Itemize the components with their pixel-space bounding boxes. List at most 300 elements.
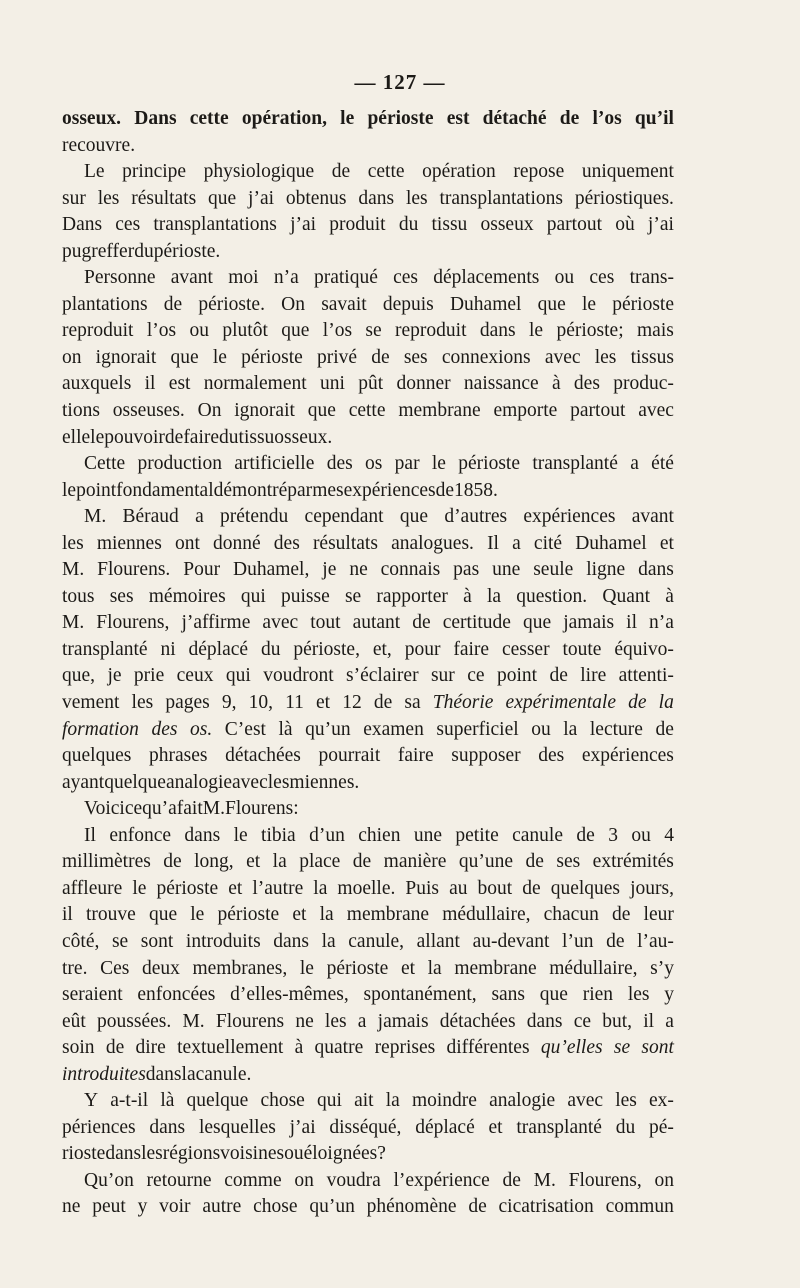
word: et [488, 1116, 503, 1138]
word: n’a [649, 612, 674, 634]
text-line [62, 398, 674, 425]
word: place [299, 851, 341, 873]
word: jamais [377, 1010, 429, 1032]
word: commun [605, 1196, 674, 1218]
word: Théorie [432, 692, 494, 714]
word: ces [115, 214, 141, 236]
word: membrane [398, 400, 481, 422]
word: canule, [348, 930, 405, 952]
word: ne [62, 1196, 81, 1218]
text-line [62, 929, 674, 956]
word: et [400, 957, 416, 979]
word: enfoncées [137, 984, 216, 1006]
word: périoste [156, 877, 219, 899]
text-line [62, 106, 674, 133]
word: périoste, [293, 638, 360, 660]
word: le [62, 479, 77, 501]
word: dans [273, 930, 310, 952]
word: dans [358, 187, 395, 209]
word: et [246, 851, 261, 873]
word: ou [531, 718, 551, 740]
word: introduites [62, 1063, 146, 1085]
word: a [512, 532, 521, 554]
word: cette [348, 400, 386, 422]
word: opération, [241, 108, 327, 129]
word: voir [159, 1196, 191, 1218]
word: de [435, 479, 455, 501]
word: périoste [367, 108, 434, 129]
word: il [626, 612, 637, 634]
word: chose [253, 1196, 298, 1218]
text-line [62, 849, 674, 876]
word: les [62, 532, 84, 554]
word: périoste [612, 293, 674, 315]
word: les [594, 346, 617, 368]
word: périoste. [153, 240, 221, 262]
word: détaché [482, 108, 547, 129]
word: là [278, 718, 293, 740]
word: peut [92, 1196, 126, 1218]
word: quelque [104, 771, 166, 793]
word: 11 [285, 692, 304, 714]
word: ou [284, 1143, 304, 1165]
word: donner [396, 373, 451, 395]
word: Dans [62, 214, 103, 236]
word: M. [62, 612, 85, 634]
word: canule. [195, 1063, 252, 1085]
text-line [62, 239, 674, 266]
word: pût [358, 373, 384, 395]
word: seraient [62, 984, 123, 1006]
word: expériences [581, 745, 674, 767]
word: médullaire, [442, 904, 531, 926]
word: médullaire, [549, 957, 638, 979]
word: d’un [309, 824, 345, 846]
word: périoste; [556, 320, 624, 342]
word: tissu [431, 214, 468, 236]
word: chien [358, 824, 401, 846]
text-line [62, 345, 674, 372]
word: que [208, 187, 237, 209]
word: de [373, 692, 393, 714]
word: de [105, 1037, 125, 1059]
word: est [446, 108, 470, 129]
word: Y [84, 1090, 99, 1112]
word: que [539, 984, 568, 1006]
word: mais [637, 320, 674, 342]
word: savait [321, 293, 367, 315]
word: quelque [186, 1090, 249, 1112]
word: avec [232, 771, 268, 793]
word: ou [554, 267, 575, 289]
word: pouvoir [104, 426, 165, 448]
word: la [563, 718, 578, 740]
word: on [294, 1169, 314, 1191]
word: où [615, 214, 635, 236]
word: qu’il [634, 108, 674, 129]
word: les [405, 187, 428, 209]
text-line [62, 902, 674, 929]
text-line [62, 1141, 674, 1168]
word: les [131, 692, 154, 714]
word: tous [62, 585, 95, 607]
word: avec [638, 400, 674, 422]
text-line [62, 956, 674, 983]
word: but, [602, 1010, 633, 1032]
word: enfonce [109, 824, 172, 846]
word: os. [190, 718, 213, 740]
word: pourrait [318, 745, 381, 767]
word: se [613, 1037, 631, 1059]
word: rapporter [376, 585, 448, 607]
text-line [62, 1194, 674, 1221]
word: la [486, 585, 502, 607]
text-line [62, 1115, 674, 1142]
word: Pour [183, 559, 221, 581]
word: dans [105, 1143, 142, 1165]
word: détachées [439, 1010, 516, 1032]
word: 12 [342, 692, 362, 714]
word: Il [84, 824, 96, 846]
word: déplacements [433, 267, 540, 289]
word: fait [176, 798, 203, 820]
word: cette [367, 161, 405, 183]
word: reprises [374, 1037, 436, 1059]
word: de [522, 877, 541, 899]
word: trans- [629, 267, 674, 289]
word: 3 [608, 824, 618, 846]
text-line [62, 531, 674, 558]
word: et [292, 904, 307, 926]
word: membrane [346, 904, 430, 926]
word: se [365, 320, 382, 342]
word: périoste [458, 453, 521, 475]
word: chacun [543, 904, 599, 926]
word: à [551, 373, 561, 395]
word: du [134, 240, 154, 262]
word: le [581, 293, 597, 315]
word: au [449, 877, 468, 899]
word: ni [160, 638, 176, 660]
word: les [267, 771, 290, 793]
word: se [344, 585, 362, 607]
word: soin [62, 1037, 95, 1059]
word: cependant [304, 506, 384, 528]
word: manière [383, 851, 447, 873]
word: de [163, 851, 182, 873]
word: de [576, 824, 595, 846]
word: voisines [220, 1143, 285, 1165]
word: de [468, 1196, 487, 1218]
word: de [164, 426, 184, 448]
word: produc- [613, 373, 674, 395]
word: C’est [224, 718, 266, 740]
word: la [181, 1063, 196, 1085]
page-number: — 127 — [354, 70, 446, 94]
word: du [219, 426, 239, 448]
word: quelques [62, 745, 132, 767]
word: démontré [213, 479, 288, 501]
word: affleure [62, 877, 123, 899]
text-line [62, 557, 674, 584]
word: il [144, 373, 156, 395]
word: 4 [664, 824, 674, 846]
word: depuis [382, 293, 434, 315]
word: ait [354, 1090, 374, 1112]
word: l’expérience [393, 1169, 490, 1191]
word: sur [430, 665, 455, 687]
text-line [62, 451, 674, 478]
word: du [615, 1116, 636, 1138]
word: greffer [81, 240, 135, 262]
text-line [62, 690, 674, 717]
word: seule [533, 559, 574, 581]
word: M. [62, 559, 85, 581]
word: Cette [84, 453, 126, 475]
word: l’os [322, 320, 353, 342]
word: moi [228, 267, 259, 289]
word: osseuses. [112, 400, 185, 422]
word: dire [135, 1037, 166, 1059]
word: mémoires [148, 585, 226, 607]
word: tions [62, 400, 100, 422]
word: j’ai [647, 214, 674, 236]
word: a [630, 453, 639, 475]
word: expérimentale [505, 692, 616, 714]
word: sur [62, 187, 86, 209]
word: uniquement [581, 161, 674, 183]
word: Flourens, [96, 612, 170, 634]
word: supposer [451, 745, 521, 767]
word: M. [533, 1169, 556, 1191]
word: Béraud [122, 506, 179, 528]
text-line [62, 504, 674, 531]
word: des [151, 718, 178, 740]
word: plantations [62, 293, 148, 315]
word: le [233, 824, 248, 846]
word: éloignées [303, 1143, 378, 1165]
word: leur [643, 904, 674, 926]
word: ayant [62, 771, 105, 793]
word: dans [145, 1063, 182, 1085]
word: qu’un [305, 718, 351, 740]
word: transplanté [62, 638, 148, 660]
word: la [272, 851, 287, 873]
word: M. [84, 506, 107, 528]
word: de [611, 904, 631, 926]
word: phrases [148, 745, 208, 767]
word: des [573, 373, 600, 395]
word: côté, [62, 930, 100, 952]
word: produit [329, 214, 386, 236]
word: résultats [312, 532, 378, 554]
word: qui [240, 585, 266, 607]
word: l’un [562, 930, 594, 952]
text-line [62, 743, 674, 770]
word: résultats [131, 187, 197, 209]
word: prétendu [220, 506, 289, 528]
word: Duhamel, [233, 559, 310, 581]
word: attenti- [618, 665, 674, 687]
word: ce [573, 1010, 592, 1032]
word: moelle. [337, 877, 396, 899]
word: Flourens. [97, 559, 171, 581]
word: normalement [203, 373, 307, 395]
word: certitude [442, 612, 511, 634]
word: périoste [241, 346, 303, 368]
word: le [431, 453, 446, 475]
word: tre. [62, 957, 88, 979]
word: tissus [630, 346, 674, 368]
word: la [313, 877, 328, 899]
word: ses [109, 585, 134, 607]
word: là [160, 1090, 175, 1112]
word: sans [491, 984, 526, 1006]
text-line [62, 610, 674, 637]
word: je [107, 665, 122, 687]
word: artificielle [234, 453, 315, 475]
word: périoste [326, 957, 389, 979]
word: expériences [523, 506, 616, 528]
word: allant [416, 930, 460, 952]
word: pages [165, 692, 210, 714]
word: le [340, 108, 355, 129]
word: moindre [411, 1090, 477, 1112]
word: Personne [84, 267, 156, 289]
word: je [322, 559, 337, 581]
word: la [427, 957, 442, 979]
text-line [62, 796, 674, 823]
word: la [319, 904, 334, 926]
word: les [324, 1010, 347, 1032]
word: des [538, 745, 565, 767]
word: miennes [96, 532, 162, 554]
word: comme [224, 1169, 282, 1191]
word: elle [62, 426, 91, 448]
word: autant [352, 612, 401, 634]
word: il [643, 1010, 655, 1032]
word: ligne [586, 559, 626, 581]
word: par [287, 479, 313, 501]
word: ont [174, 532, 200, 554]
word: osseux [480, 214, 534, 236]
word: bout [477, 877, 513, 899]
word: On [281, 293, 305, 315]
word: voudront [263, 665, 334, 687]
word: Dans [134, 108, 177, 129]
text-line [62, 876, 674, 903]
word: il [62, 904, 73, 926]
word: déplacé [188, 638, 249, 660]
text-line [62, 212, 674, 239]
word: analogues. [391, 532, 474, 554]
word: qui [317, 1090, 342, 1112]
word: ou [189, 320, 209, 342]
word: sa [404, 692, 421, 714]
word: 10, [248, 692, 273, 714]
word: jamais [563, 612, 615, 634]
word: tissu [238, 426, 275, 448]
word: équivo- [614, 638, 674, 660]
word: Flourens [215, 1010, 285, 1032]
word: de [352, 851, 372, 873]
word: toute [562, 638, 602, 660]
word: cité [533, 532, 563, 554]
word: os [365, 453, 383, 475]
word: régions [162, 1143, 221, 1165]
word: que, [62, 665, 96, 687]
word: du [398, 214, 419, 236]
word: donné [213, 532, 261, 554]
word: spontanément, [363, 984, 477, 1006]
word: ne [295, 1010, 314, 1032]
word: de [371, 346, 390, 368]
word: a [357, 1010, 367, 1032]
word: ceux [176, 665, 214, 687]
word: jours, [630, 877, 674, 899]
word: reproduit [62, 320, 134, 342]
word: de [559, 108, 580, 129]
word: expériences [343, 479, 436, 501]
word: qui [225, 665, 251, 687]
word: de [502, 1169, 521, 1191]
word: question. [516, 585, 588, 607]
word: introduits [185, 930, 261, 952]
word: Qu’on [84, 1169, 134, 1191]
word: au-devant [472, 930, 550, 952]
word: ignorait [234, 400, 295, 422]
word: et [316, 692, 331, 714]
word: faire [183, 426, 220, 448]
word: extrémités [592, 851, 674, 873]
word: transplantations [153, 214, 277, 236]
word: une [413, 824, 443, 846]
word: pas [453, 559, 480, 581]
word: textuellement [177, 1037, 284, 1059]
text-line [62, 318, 674, 345]
word: été [651, 453, 674, 475]
text-line [62, 1168, 674, 1195]
word: n’a [273, 267, 299, 289]
word: dans [526, 1010, 563, 1032]
word: pour [404, 638, 441, 660]
word: sont [641, 1037, 674, 1059]
word: on [654, 1169, 674, 1191]
word: : [293, 798, 299, 820]
word: plutôt [222, 320, 268, 342]
word: s’y [650, 957, 674, 979]
word: et, [372, 638, 392, 660]
text-line [62, 159, 674, 186]
word: j’ai [290, 214, 317, 236]
word: ses [403, 346, 428, 368]
word: Puis [405, 877, 440, 899]
word: Voici [84, 798, 125, 820]
word: d’autres [444, 506, 508, 528]
word: transplantations [439, 187, 563, 209]
word: avant [170, 267, 213, 289]
word: superficiel [436, 718, 519, 740]
word: lesquelles [198, 1116, 276, 1138]
word: Quant [602, 585, 651, 607]
word: analogie [489, 1090, 556, 1112]
word: de [628, 692, 647, 714]
text-line [62, 186, 674, 213]
word: trouve [85, 904, 136, 926]
word: examen [363, 718, 424, 740]
word: les [97, 187, 120, 209]
word: ces [589, 267, 615, 289]
